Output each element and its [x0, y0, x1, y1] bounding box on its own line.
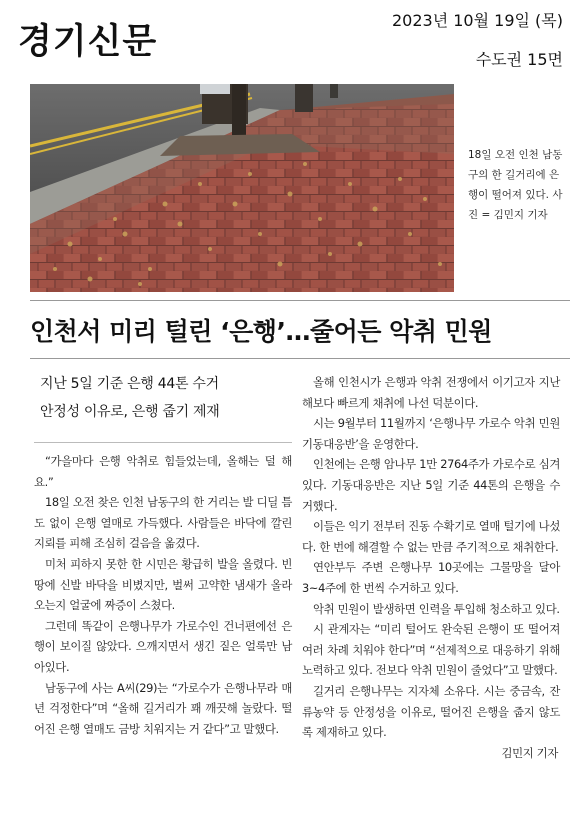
subhead-divider: [34, 442, 292, 443]
article-paragraph: 이들은 익기 전부터 진동 수확기로 열매 털기에 나섰다. 한 번에 해결할 수 없는 만큼 주기적으로 채취한다.: [302, 519, 560, 554]
article-paragraph: 남동구에 사는 A씨(29)는 “가로수가 은행나무라 매년 걱정한다”며 “올해 길거리가 꽤 깨끗해 놀랐다. 떨어진 은행 열매도 금방 치워지는 거 같다”고 말했다.: [34, 680, 292, 736]
article-headline: 인천서 미리 털린 ‘은행’…줄어든 악취 민원: [30, 317, 492, 346]
article-paragraph: 길거리 은행나무는 지자체 소유다. 시는 중금속, 잔류농약 등 안정성을 이유로, 떨어진 은행을 줍지 않도록 제재하고 있다.: [302, 683, 560, 740]
article-column-left: [34, 372, 292, 739]
newspaper-logo: 경기신문: [18, 22, 158, 62]
article-paragraph: 인천에는 은행 암나무 1만 2764주가 가로수로 심겨 있다. 기동대응반은 지난 5일 기준 44톤의 은행을 수거했다.: [302, 457, 560, 513]
section-page: 수도권 15면: [475, 50, 563, 69]
article-paragraph: 18일 오전 찾은 인천 남동구의 한 거리는 발 디딜 틈도 없이 은행 열매로 가득했다. 사람들은 바닥에 깔린 지뢰를 피해 조심히 걸음을 옮겼다.: [34, 495, 292, 551]
article-paragraph: 시 관계자는 “미리 털어도 완숙된 은행이 또 떨어져 여러 차례 치워야 한다”며 “선제적으로 대응하기 위해 노력하고 있다. 전보다 악취 민원이 줄었다”고 말했다.: [302, 622, 560, 678]
issue-date: 2023년 10월 19일 (목): [391, 11, 563, 30]
article-paragraph: 그런데 똑같이 은행나무가 가로수인 건너편에선 은행이 보이질 않았다. 으깨지면서 생긴 짙은 얼룩만 남아있다.: [34, 618, 292, 674]
article-paragraph: 연안부두 주변 은행나무 10곳에는 그물망을 달아 3~4주에 한 번씩 수거하고 있다.: [302, 560, 560, 595]
masthead: [0, 0, 583, 76]
article-photo: [30, 84, 454, 292]
article-paragraph: 악취 민원이 발생하면 인력을 투입해 청소하고 있다.: [313, 601, 560, 616]
headline-bottom-divider: [30, 358, 570, 359]
article-subhead: 안정성 이유로, 은행 줍기 제재: [40, 404, 220, 420]
article-subhead: 지난 5일 기준 은행 44톤 수거: [40, 376, 219, 392]
headline-top-divider: [30, 300, 570, 301]
article-column-right: [302, 372, 560, 763]
street-photo-illustration: [30, 84, 454, 292]
article-paragraph: 미처 피하지 못한 한 시민은 황급히 발을 올렸다. 빈 땅에 신발 바닥을 비볐지만, 벌써 고약한 냄새가 올라오는지 얼굴에 짜증이 스쳤다.: [34, 556, 292, 613]
article-byline: 김민지 기자: [501, 745, 558, 760]
article-paragraph: “가을마다 은행 악취로 힘들었는데, 올해는 덜 해요.”: [34, 454, 292, 489]
photo-caption: 18일 오전 인천 남동구의 한 길거리에 은행이 떨어져 있다. 사진 = 김민지 기자: [468, 149, 563, 221]
article-paragraph: 시는 9월부터 11월까지 ‘은행나무 가로수 악취 민원 기동대응반’을 운영한다.: [302, 416, 560, 451]
article-paragraph: 올해 인천시가 은행과 악취 전쟁에서 이기고자 지난해보다 빠르게 채취에 나선 덕분이다.: [302, 375, 560, 410]
